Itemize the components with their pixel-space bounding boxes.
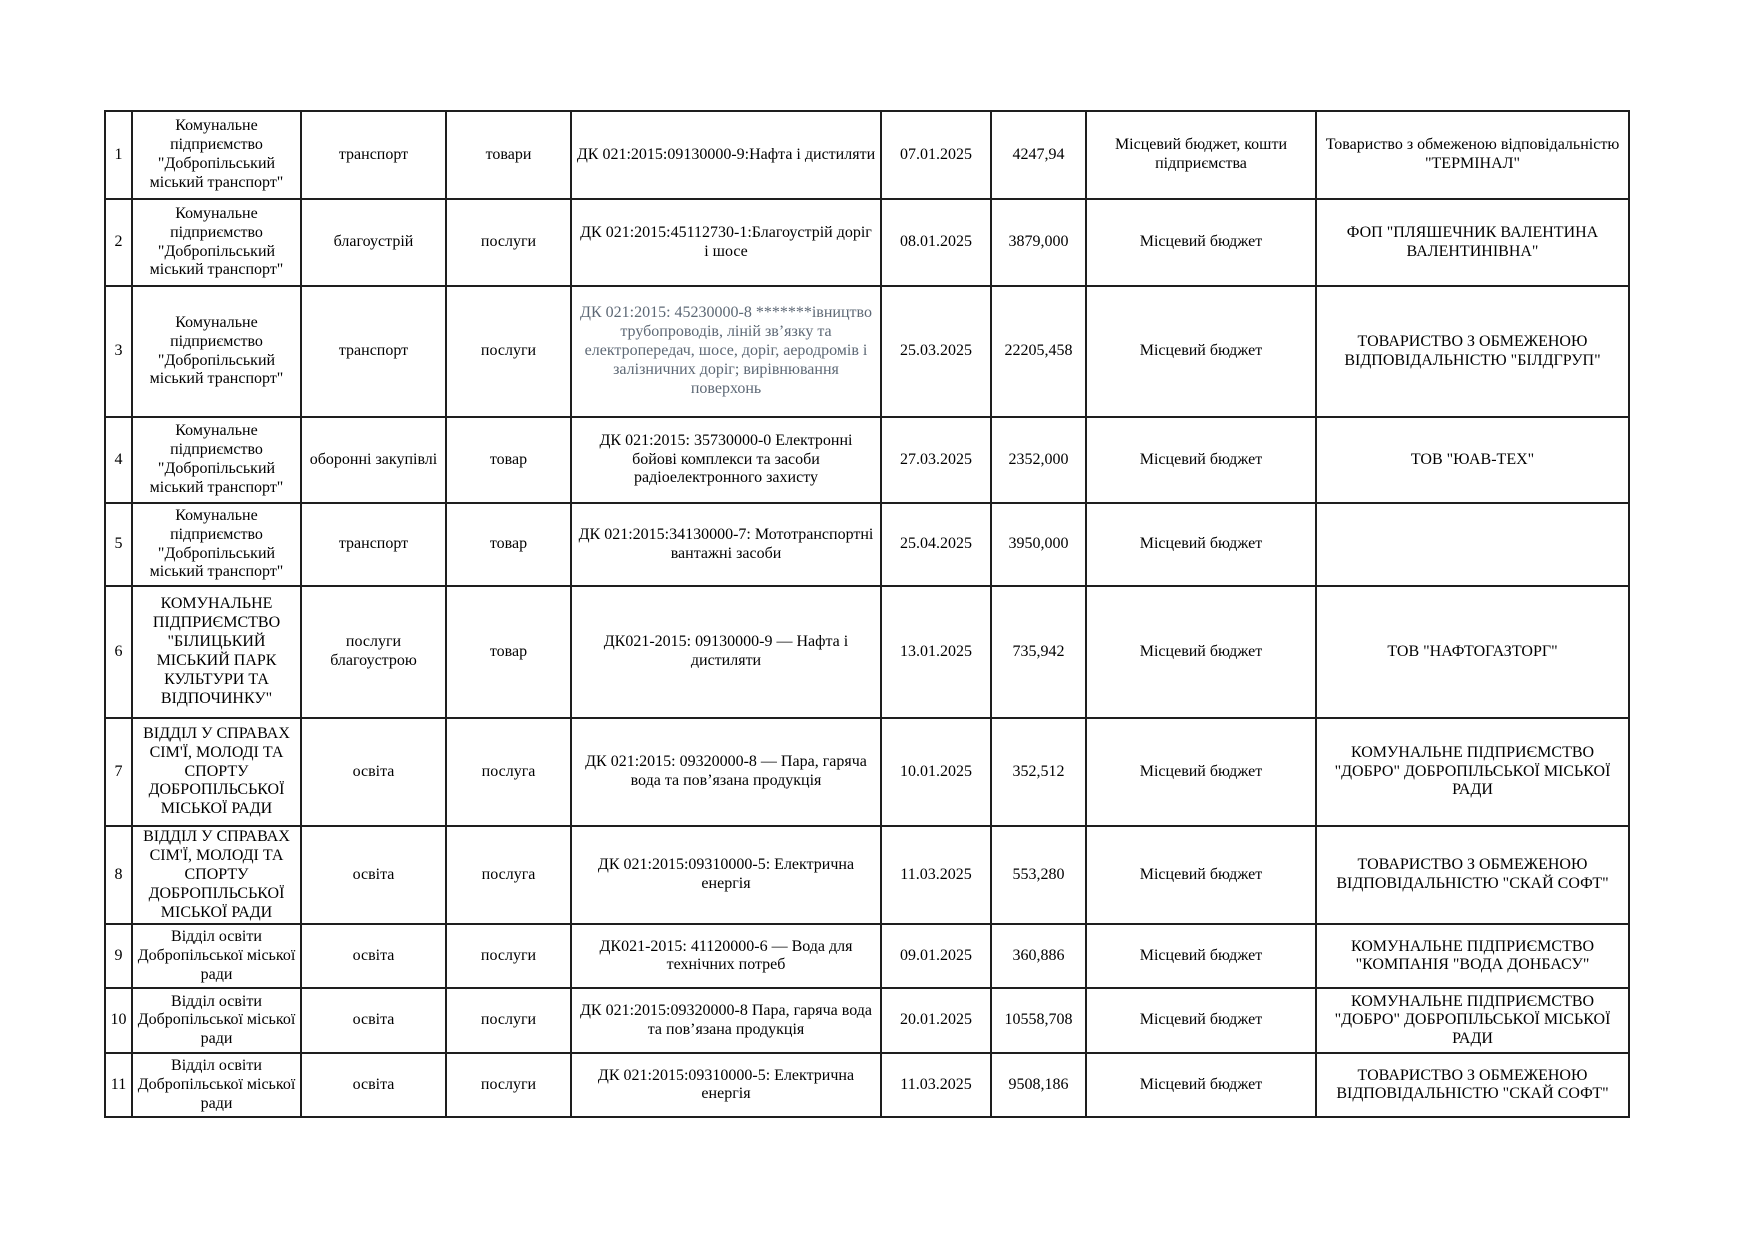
cell-category: освіта bbox=[301, 826, 446, 924]
cell-amount: 2352,000 bbox=[991, 417, 1086, 503]
cell-amount: 3879,000 bbox=[991, 199, 1086, 286]
cell-org: Комунальне підприємство "Добропільський міський транспорт" bbox=[132, 503, 301, 586]
cell-description: ДК 021:2015:34130000-7: Мототранспортні вантажні засоби bbox=[571, 503, 881, 586]
cell-num: 11 bbox=[105, 1053, 132, 1117]
cell-budget: Місцевий бюджет bbox=[1086, 586, 1316, 718]
cell-amount: 9508,186 bbox=[991, 1053, 1086, 1117]
cell-budget: Місцевий бюджет bbox=[1086, 503, 1316, 586]
table-row bbox=[105, 503, 1629, 586]
cell-budget: Місцевий бюджет bbox=[1086, 924, 1316, 988]
cell-date: 27.03.2025 bbox=[881, 417, 991, 503]
cell-date: 25.04.2025 bbox=[881, 503, 991, 586]
cell-num: 9 bbox=[105, 924, 132, 988]
cell-category: освіта bbox=[301, 1053, 446, 1117]
cell-category: благоустрій bbox=[301, 199, 446, 286]
cell-budget: Місцевий бюджет bbox=[1086, 718, 1316, 826]
cell-description: ДК 021:2015:09320000-8 Пара, гаряча вода та пов’язана продукція bbox=[571, 988, 881, 1053]
cell-amount: 360,886 bbox=[991, 924, 1086, 988]
table-row bbox=[105, 1053, 1629, 1117]
cell-category: послуги благоустрою bbox=[301, 586, 446, 718]
cell-type: послуги bbox=[446, 988, 571, 1053]
cell-num: 6 bbox=[105, 586, 132, 718]
cell-date: 11.03.2025 bbox=[881, 826, 991, 924]
cell-date: 09.01.2025 bbox=[881, 924, 991, 988]
cell-num: 1 bbox=[105, 111, 132, 199]
cell-date: 20.01.2025 bbox=[881, 988, 991, 1053]
table-row bbox=[105, 417, 1629, 503]
cell-supplier bbox=[1316, 503, 1629, 586]
cell-description: ДК 021:2015: 35730000-0 Електронні бойові комплекси та засоби радіоелектронного захисту bbox=[571, 417, 881, 503]
cell-num: 5 bbox=[105, 503, 132, 586]
cell-date: 08.01.2025 bbox=[881, 199, 991, 286]
cell-amount: 3950,000 bbox=[991, 503, 1086, 586]
procurement-table-body bbox=[105, 111, 1629, 1117]
cell-date: 10.01.2025 bbox=[881, 718, 991, 826]
cell-org: Комунальне підприємство "Добропільський міський транспорт" bbox=[132, 417, 301, 503]
cell-org: Комунальне підприємство "Добропільський міський транспорт" bbox=[132, 199, 301, 286]
cell-type: товар bbox=[446, 586, 571, 718]
cell-num: 3 bbox=[105, 286, 132, 417]
table-row bbox=[105, 199, 1629, 286]
cell-type: послуги bbox=[446, 199, 571, 286]
cell-org: КОМУНАЛЬНЕ ПІДПРИЄМСТВО "БІЛИЦЬКИЙ МІСЬКИЙ ПАРК КУЛЬТУРИ ТА ВІДПОЧИНКУ" bbox=[132, 586, 301, 718]
table-row bbox=[105, 586, 1629, 718]
cell-budget: Місцевий бюджет bbox=[1086, 199, 1316, 286]
cell-org: Відділ освіти Добропільської міської ради bbox=[132, 988, 301, 1053]
cell-amount: 735,942 bbox=[991, 586, 1086, 718]
cell-supplier: ТОВАРИСТВО З ОБМЕЖЕНОЮ ВІДПОВІДАЛЬНІСТЮ "СКАЙ СОФТ" bbox=[1316, 1053, 1629, 1117]
cell-category: оборонні закупівлі bbox=[301, 417, 446, 503]
cell-org: Відділ освіти Добропільської міської ради bbox=[132, 924, 301, 988]
cell-supplier: КОМУНАЛЬНЕ ПІДПРИЄМСТВО "ДОБРО" ДОБРОПІЛЬСЬКОЇ МІСЬКОЇ РАДИ bbox=[1316, 718, 1629, 826]
cell-type: товар bbox=[446, 417, 571, 503]
cell-description: ДК 021:2015: 45230000-8 *******івництво трубопроводів, ліній зв’язку та електропередач, шосе, доріг, аеродромів і залізничних доріг; вирівнювання поверхонь bbox=[571, 286, 881, 417]
cell-amount: 4247,94 bbox=[991, 111, 1086, 199]
cell-supplier: Товариство з обмеженою відповідальністю "ТЕРМІНАЛ" bbox=[1316, 111, 1629, 199]
cell-category: освіта bbox=[301, 718, 446, 826]
cell-org: Комунальне підприємство "Добропільський міський транспорт" bbox=[132, 111, 301, 199]
cell-type: послуги bbox=[446, 1053, 571, 1117]
cell-category: освіта bbox=[301, 924, 446, 988]
cell-supplier: ТОВ "ЮАВ-ТЕХ" bbox=[1316, 417, 1629, 503]
table-row bbox=[105, 988, 1629, 1053]
cell-budget: Місцевий бюджет bbox=[1086, 1053, 1316, 1117]
cell-category: транспорт bbox=[301, 111, 446, 199]
cell-num: 10 bbox=[105, 988, 132, 1053]
cell-date: 25.03.2025 bbox=[881, 286, 991, 417]
cell-num: 8 bbox=[105, 826, 132, 924]
cell-type: товар bbox=[446, 503, 571, 586]
cell-date: 07.01.2025 bbox=[881, 111, 991, 199]
cell-type: послуги bbox=[446, 924, 571, 988]
procurement-table bbox=[104, 110, 1630, 1118]
cell-budget: Місцевий бюджет bbox=[1086, 988, 1316, 1053]
cell-supplier: ФОП "ПЛЯШЕЧНИК ВАЛЕНТИНА ВАЛЕНТИНІВНА" bbox=[1316, 199, 1629, 286]
cell-category: транспорт bbox=[301, 503, 446, 586]
cell-type: послуга bbox=[446, 718, 571, 826]
table-row bbox=[105, 924, 1629, 988]
cell-description: ДК 021:2015:45112730-1:Благоустрій доріг і шосе bbox=[571, 199, 881, 286]
cell-supplier: ТОВАРИСТВО З ОБМЕЖЕНОЮ ВІДПОВІДАЛЬНІСТЮ "СКАЙ СОФТ" bbox=[1316, 826, 1629, 924]
cell-amount: 22205,458 bbox=[991, 286, 1086, 417]
cell-type: послуга bbox=[446, 826, 571, 924]
cell-budget: Місцевий бюджет bbox=[1086, 826, 1316, 924]
cell-type: послуги bbox=[446, 286, 571, 417]
table-row bbox=[105, 286, 1629, 417]
cell-org: ВІДДІЛ У СПРАВАХ СІМ'Ї, МОЛОДІ ТА СПОРТУ ДОБРОПІЛЬСЬКОЇ МІСЬКОЇ РАДИ bbox=[132, 826, 301, 924]
cell-amount: 352,512 bbox=[991, 718, 1086, 826]
cell-num: 7 bbox=[105, 718, 132, 826]
cell-num: 4 bbox=[105, 417, 132, 503]
cell-date: 11.03.2025 bbox=[881, 1053, 991, 1117]
cell-supplier: КОМУНАЛЬНЕ ПІДПРИЄМСТВО "КОМПАНІЯ "ВОДА ДОНБАСУ" bbox=[1316, 924, 1629, 988]
cell-category: освіта bbox=[301, 988, 446, 1053]
cell-org: Відділ освіти Добропільської міської ради bbox=[132, 1053, 301, 1117]
cell-org: ВІДДІЛ У СПРАВАХ СІМ'Ї, МОЛОДІ ТА СПОРТУ ДОБРОПІЛЬСЬКОЇ МІСЬКОЇ РАДИ bbox=[132, 718, 301, 826]
cell-date: 13.01.2025 bbox=[881, 586, 991, 718]
cell-description: ДК 021:2015:09130000-9:Нафта і дистиляти bbox=[571, 111, 881, 199]
cell-budget: Місцевий бюджет, кошти підприємства bbox=[1086, 111, 1316, 199]
cell-amount: 10558,708 bbox=[991, 988, 1086, 1053]
cell-description: ДК 021:2015:09310000-5: Електрична енергія bbox=[571, 826, 881, 924]
cell-num: 2 bbox=[105, 199, 132, 286]
cell-budget: Місцевий бюджет bbox=[1086, 417, 1316, 503]
table-row bbox=[105, 826, 1629, 924]
cell-amount: 553,280 bbox=[991, 826, 1086, 924]
cell-type: товари bbox=[446, 111, 571, 199]
table-row bbox=[105, 111, 1629, 199]
cell-description: ДК021-2015: 09130000-9 — Нафта і дистиляти bbox=[571, 586, 881, 718]
cell-description: ДК021-2015: 41120000-6 — Вода для технічних потреб bbox=[571, 924, 881, 988]
cell-supplier: КОМУНАЛЬНЕ ПІДПРИЄМСТВО "ДОБРО" ДОБРОПІЛЬСЬКОЇ МІСЬКОЇ РАДИ bbox=[1316, 988, 1629, 1053]
table-row bbox=[105, 718, 1629, 826]
cell-description: ДК 021:2015: 09320000-8 — Пара, гаряча вода та пов’язана продукція bbox=[571, 718, 881, 826]
cell-supplier: ТОВ "НАФТОГАЗТОРГ" bbox=[1316, 586, 1629, 718]
cell-category: транспорт bbox=[301, 286, 446, 417]
cell-org: Комунальне підприємство "Добропільський міський транспорт" bbox=[132, 286, 301, 417]
cell-description: ДК 021:2015:09310000-5: Електрична енергія bbox=[571, 1053, 881, 1117]
cell-budget: Місцевий бюджет bbox=[1086, 286, 1316, 417]
cell-supplier: ТОВАРИСТВО З ОБМЕЖЕНОЮ ВІДПОВІДАЛЬНІСТЮ "БІЛДГРУП" bbox=[1316, 286, 1629, 417]
